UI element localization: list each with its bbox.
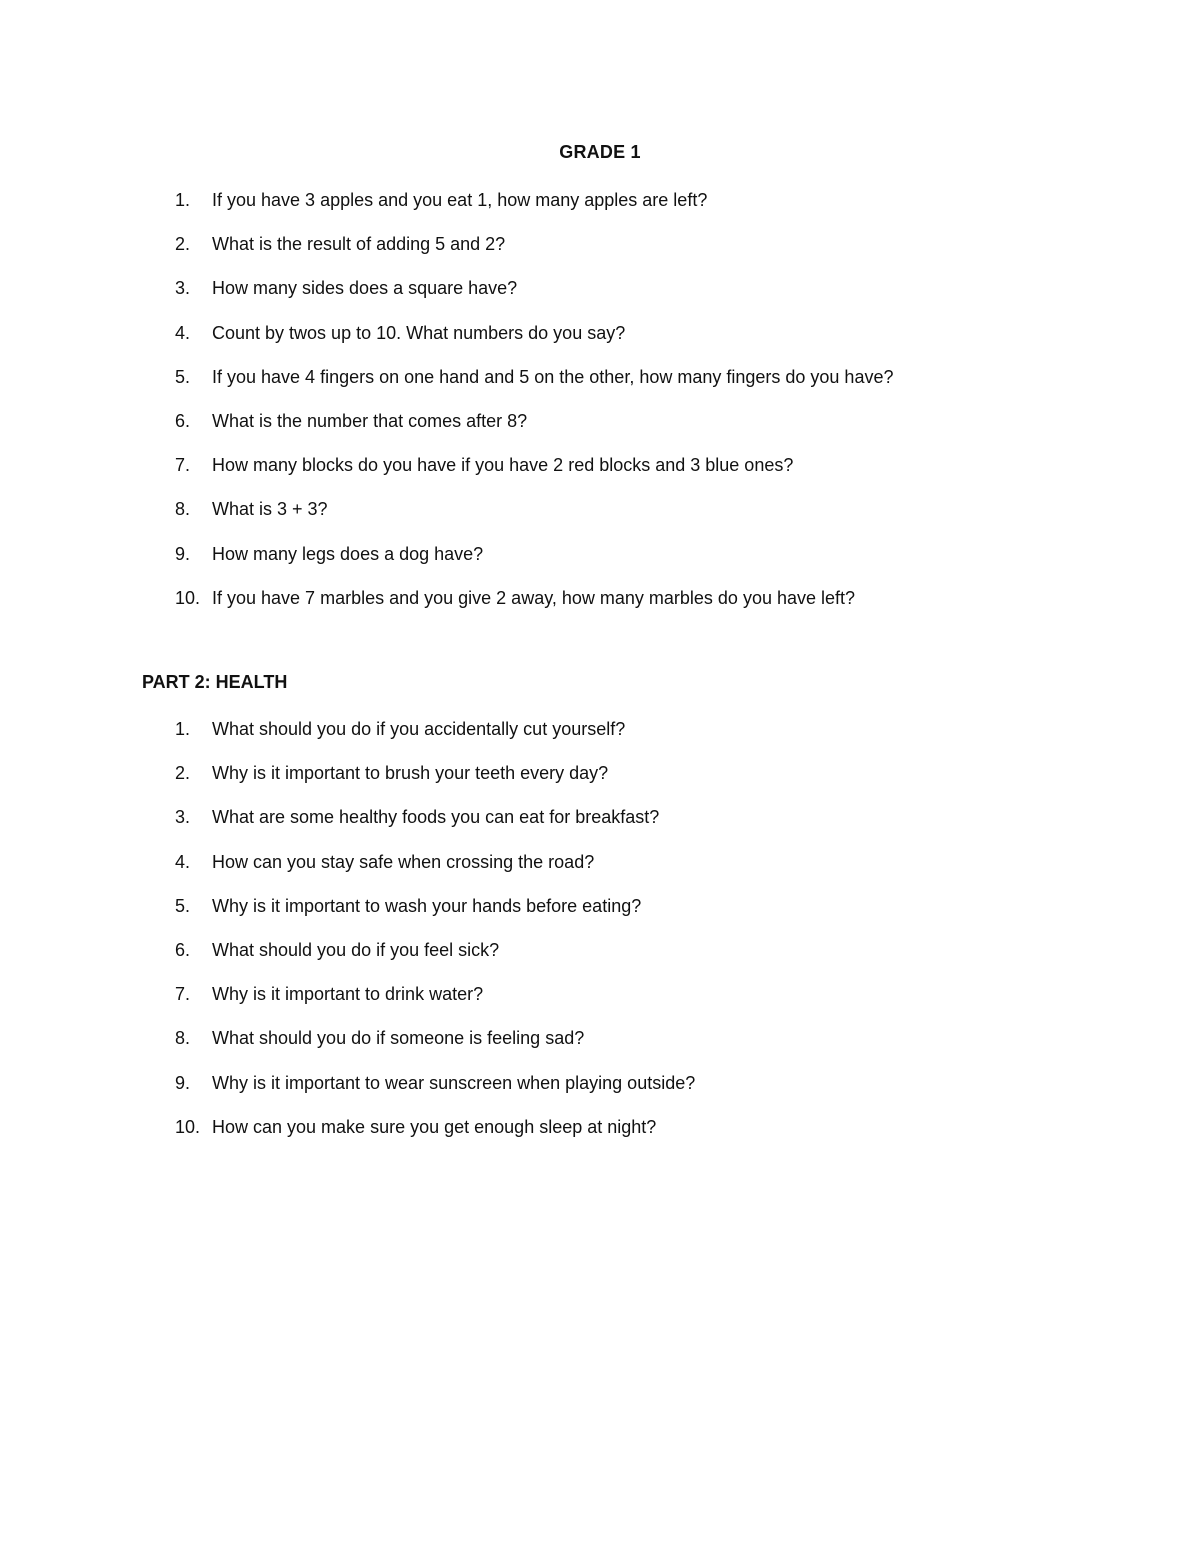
question-number: 9. <box>175 1072 191 1093</box>
question-text: What is 3 + 3? <box>212 499 328 520</box>
question-text: What are some healthy foods you can eat for breakfast? <box>212 807 660 828</box>
question-text: Why is it important to drink water? <box>212 984 484 1005</box>
list-item <box>0 232 1200 276</box>
list-item <box>0 805 1200 849</box>
question-number: 6. <box>175 410 191 431</box>
question-text: What should you do if you feel sick? <box>212 939 500 960</box>
part2-question-list <box>0 717 1200 1159</box>
list-item <box>0 542 1200 586</box>
list-item <box>0 497 1200 541</box>
question-text: What is the result of adding 5 and 2? <box>212 234 506 255</box>
question-text: How many blocks do you have if you have 2 red blocks and 3 blue ones? <box>212 455 794 476</box>
question-number: 7. <box>175 455 191 476</box>
question-text: What should you do if you accidentally cut yourself? <box>212 719 626 739</box>
question-number: 8. <box>175 499 191 520</box>
question-text: If you have 3 apples and you eat 1, how many apples are left? <box>212 190 708 210</box>
question-text: How many legs does a dog have? <box>212 543 484 564</box>
list-item <box>0 321 1200 365</box>
question-number: 4. <box>175 851 191 872</box>
list-item <box>0 850 1200 894</box>
question-number: 2. <box>175 763 191 784</box>
question-text: Why is it important to wear sunscreen when playing outside? <box>212 1072 696 1093</box>
question-number: 3. <box>175 807 191 828</box>
question-text: What should you do if someone is feeling sad? <box>212 1028 585 1049</box>
list-item <box>0 453 1200 497</box>
list-item <box>0 982 1200 1026</box>
list-item <box>0 188 1200 232</box>
question-text: If you have 7 marbles and you give 2 away, how many marbles do you have left? <box>212 587 856 608</box>
list-item <box>0 409 1200 453</box>
list-item <box>0 938 1200 982</box>
question-text: If you have 4 fingers on one hand and 5 on the other, how many fingers do you have? <box>212 366 894 387</box>
question-number: 7. <box>175 984 191 1005</box>
document-title: GRADE 1 <box>559 142 641 162</box>
list-item <box>0 1071 1200 1115</box>
question-text: Count by twos up to 10. What numbers do you say? <box>212 322 626 343</box>
question-number: 5. <box>175 895 191 916</box>
question-text: How can you stay safe when crossing the road? <box>212 851 595 872</box>
section-heading-health: PART 2: HEALTH <box>142 672 288 692</box>
question-number: 8. <box>175 1028 191 1049</box>
question-number: 10. <box>175 1116 201 1137</box>
question-number: 10. <box>175 587 201 608</box>
question-text: How many sides does a square have? <box>212 278 518 299</box>
question-text: Why is it important to brush your teeth every day? <box>212 763 609 784</box>
question-number: 4. <box>175 322 191 343</box>
question-number: 5. <box>175 366 191 387</box>
list-item <box>0 894 1200 938</box>
list-item <box>0 1115 1200 1159</box>
question-number: 2. <box>175 234 191 255</box>
question-number: 6. <box>175 939 191 960</box>
question-number: 3. <box>175 278 191 299</box>
question-text: Why is it important to wash your hands before eating? <box>212 895 642 916</box>
question-number: 1. <box>175 190 191 210</box>
list-item <box>0 717 1200 761</box>
question-text: What is the number that comes after 8? <box>212 410 528 431</box>
part1-question-list <box>0 188 1200 630</box>
question-number: 9. <box>175 543 191 564</box>
list-item <box>0 586 1200 630</box>
list-item <box>0 276 1200 320</box>
question-text: How can you make sure you get enough sleep at night? <box>212 1116 657 1137</box>
question-number: 1. <box>175 719 191 739</box>
list-item <box>0 761 1200 805</box>
list-item <box>0 1026 1200 1070</box>
list-item <box>0 365 1200 409</box>
